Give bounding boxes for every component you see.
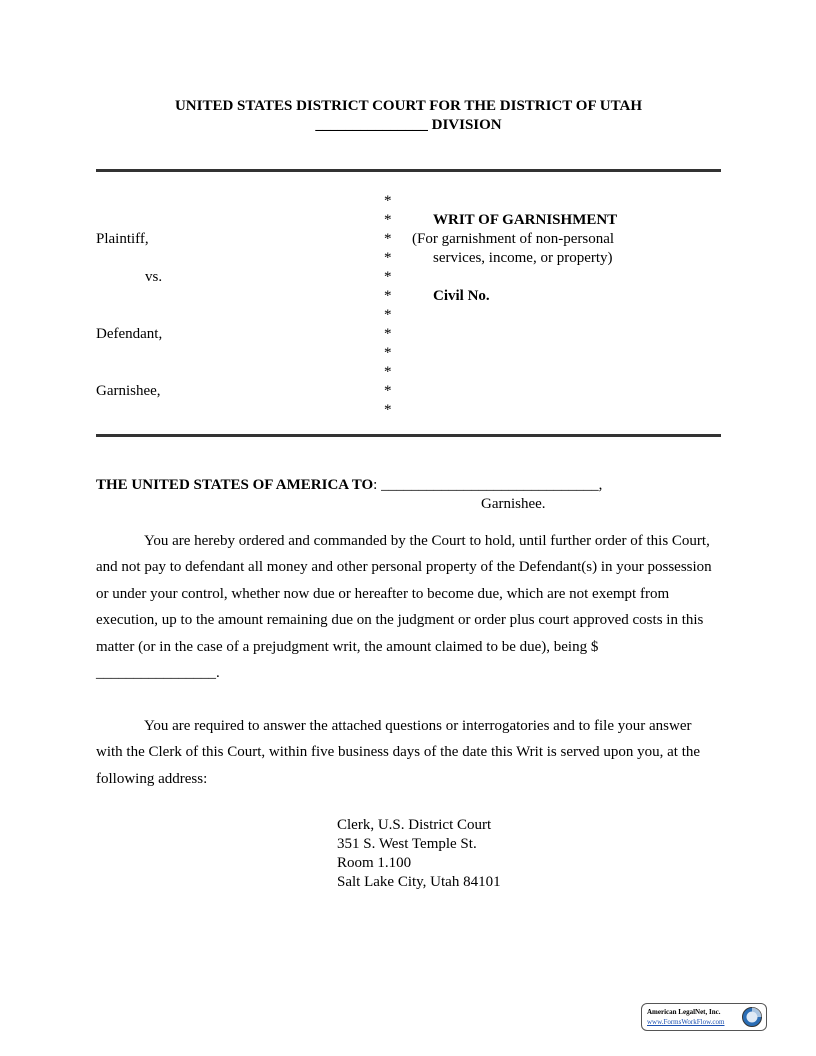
garnishee-name-blank: : _____________________________, [373, 477, 603, 493]
court-title: UNITED STATES DISTRICT COURT FOR THE DISTRICT OF UTAH [174, 98, 643, 114]
caption-star: * [384, 231, 392, 247]
caption-star: * [384, 307, 392, 323]
address-line: 351 S. West Temple St. [337, 836, 477, 852]
bottom-rule [96, 434, 721, 437]
document-subtitle-line2: services, income, or property) [433, 250, 613, 266]
american-legalnet-logo [641, 1003, 767, 1031]
document-subtitle-line1: (For garnishment of non-personal [412, 231, 615, 247]
caption-star: * [384, 193, 392, 209]
address-line: Clerk, U.S. District Court [337, 817, 492, 833]
caption-star: * [384, 212, 392, 228]
answer-paragraph: You are required to answer the attached questions or interrogatories and to file your answer with the Clerk of this Court, within five business days of the date this Writ is served upon you, at the following address: [96, 718, 701, 787]
top-rule [96, 169, 721, 172]
document-title: WRIT OF GARNISHMENT [433, 212, 618, 228]
caption-star: * [384, 250, 392, 266]
caption-star: * [384, 288, 392, 304]
order-paragraph: You are hereby ordered and commanded by the Court to hold, until further order of this Court, and not pay to defendant all money and other personal property of the Defendant(s) in your possession or under your control, whether now due or hereafter to become due, which are not exempt from execution, up to the amount remaining due on the judgment or order plus court approved costs in this matter (or in the case of a prejudgment writ, the amount claimed to be due), being $ ________________. [96, 533, 712, 682]
clerk-address [337, 816, 501, 892]
garnishee-label: Garnishee, [96, 383, 161, 399]
to-line [96, 477, 602, 494]
vs-label: vs. [145, 269, 163, 285]
caption-star: * [384, 326, 392, 342]
caption-divider-stars [384, 192, 396, 420]
garnishee-caption: Garnishee. [481, 496, 546, 512]
caption-star: * [384, 345, 392, 361]
civil-number-label: Civil No. [433, 288, 490, 304]
defendant-label: Defendant, [96, 326, 163, 342]
division-line: _______________ DIVISION [315, 117, 502, 133]
address-line: Room 1.100 [337, 855, 412, 871]
to-line-label: THE UNITED STATES OF AMERICA TO [96, 477, 374, 493]
logo-url-link[interactable]: www.FormsWorkFlow.com [647, 1018, 725, 1026]
caption-star: * [384, 364, 392, 380]
caption-star: * [384, 269, 392, 285]
plaintiff-label: Plaintiff, [96, 231, 149, 247]
address-line: Salt Lake City, Utah 84101 [337, 874, 501, 890]
logo-company-name: American LegalNet, Inc. [647, 1008, 721, 1016]
caption-star: * [384, 402, 392, 418]
caption-star: * [384, 383, 392, 399]
globe-icon [741, 1006, 763, 1028]
